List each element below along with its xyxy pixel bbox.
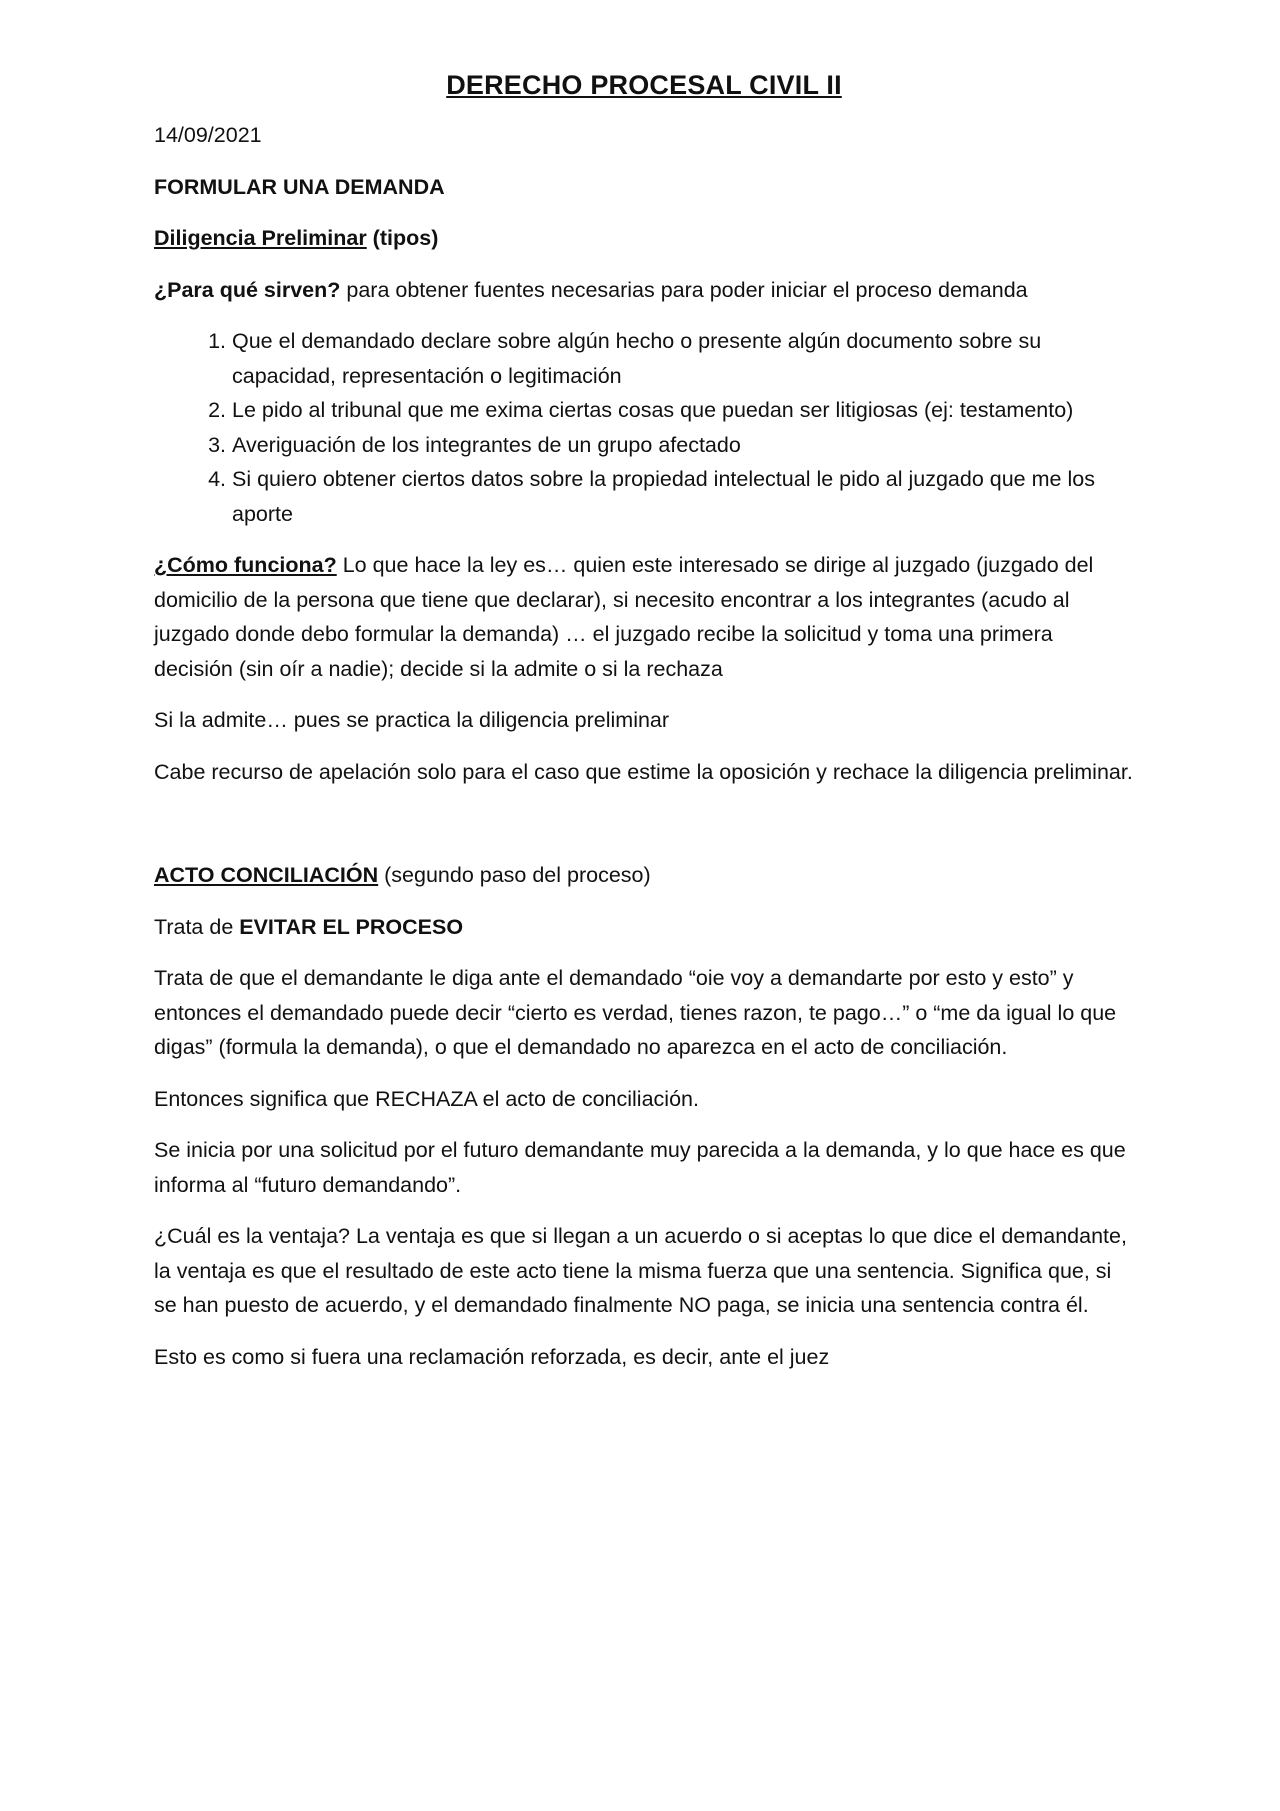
para-que-label: ¿Para qué sirven?: [154, 277, 341, 302]
ventaja-paragraph: ¿Cuál es la ventaja? La ventaja es que si llegan a un acuerdo o si aceptas lo que dice el demandante, la ventaja es que el resultado de este acto tiene la misma fuerza que una sentencia. Significa que, si se han puesto de acuerdo, y el demandado finalmente NO paga, se inicia una sentencia contra él.: [154, 1224, 1127, 1317]
trata-prefix: Trata de: [154, 914, 240, 939]
como-funciona-text: Lo que hace la ley es… quien este interesado se dirige al juzgado (juzgado del domicilio de la persona que tiene que declarar), si necesito encontrar a los integrantes (acudo al juzgado donde debo formular la demanda) … el juzgado recibe la solicitud y toma una primera decisión (sin oír a nadie); decide si la admite o si la rechaza: [154, 553, 1094, 681]
como-funciona-paragraph: [154, 548, 1134, 686]
para-que-text: para obtener fuentes necesarias para poder iniciar el proceso demanda: [340, 277, 1028, 302]
date-line: 14/09/2021: [154, 123, 262, 147]
rechaza-paragraph: Entonces significa que RECHAZA el acto de conciliación.: [154, 1086, 699, 1111]
diligencia-label: Diligencia Preliminar: [154, 226, 367, 250]
acto-conciliacion-heading: [154, 858, 1134, 893]
section-spacer: [154, 806, 1134, 858]
document-title: DERECHO PROCESAL CIVIL II: [446, 70, 842, 100]
para-que-paragraph: [154, 273, 1134, 308]
acto-suffix: (segundo paso del proceso): [378, 863, 651, 887]
diligencia-suffix: (tipos): [366, 226, 439, 250]
trata-bold: EVITAR EL PROCESO: [239, 914, 464, 939]
list-item: 4. Si quiero obtener ciertos datos sobre la propiedad intelectual le pido al juzgado que me los aporte: [232, 462, 1134, 531]
recurso-paragraph: Cabe recurso de apelación solo para el caso que estime la oposición y rechace la diligencia preliminar.: [154, 759, 1133, 784]
diligencia-heading: [154, 221, 1134, 256]
acto-label: ACTO CONCILIACIÓN: [154, 863, 379, 887]
diligencia-types-list: [154, 324, 1134, 531]
inicia-paragraph: Se inicia por una solicitud por el futuro demandante muy parecida a la demanda, y lo que hace es que informa al “futuro demandando”.: [154, 1138, 1126, 1197]
admite-paragraph: Si la admite… pues se practica la diligencia preliminar: [154, 708, 670, 732]
trata-paragraph: Trata de que el demandante le diga ante el demandado “oie voy a demandarte por esto y esto” y entonces el demandado puede decir “cierto es verdad, tienes razon, te pago…” o “me da igual lo que digas” (formula la demanda), o que el demandado no aparezca en el acto de conciliación.: [154, 966, 1117, 1059]
reclamacion-paragraph: Esto es como si fuera una reclamación reforzada, es decir, ante el juez: [154, 1344, 830, 1369]
document-body: [154, 66, 1134, 1391]
list-item: 2. Le pido al tribunal que me exima ciertas cosas que puedan ser litigiosas (ej: testamento): [232, 393, 1134, 428]
heading-formular-demanda: FORMULAR UNA DEMANDA: [154, 174, 445, 199]
evitar-proceso-line: [154, 910, 1134, 945]
list-item: 3. Averiguación de los integrantes de un grupo afectado: [232, 428, 1134, 463]
como-funciona-label: ¿Cómo funciona?: [154, 553, 337, 577]
list-item: 1. Que el demandado declare sobre algún hecho o presente algún documento sobre su capacidad, representación o legitimación: [232, 324, 1134, 393]
